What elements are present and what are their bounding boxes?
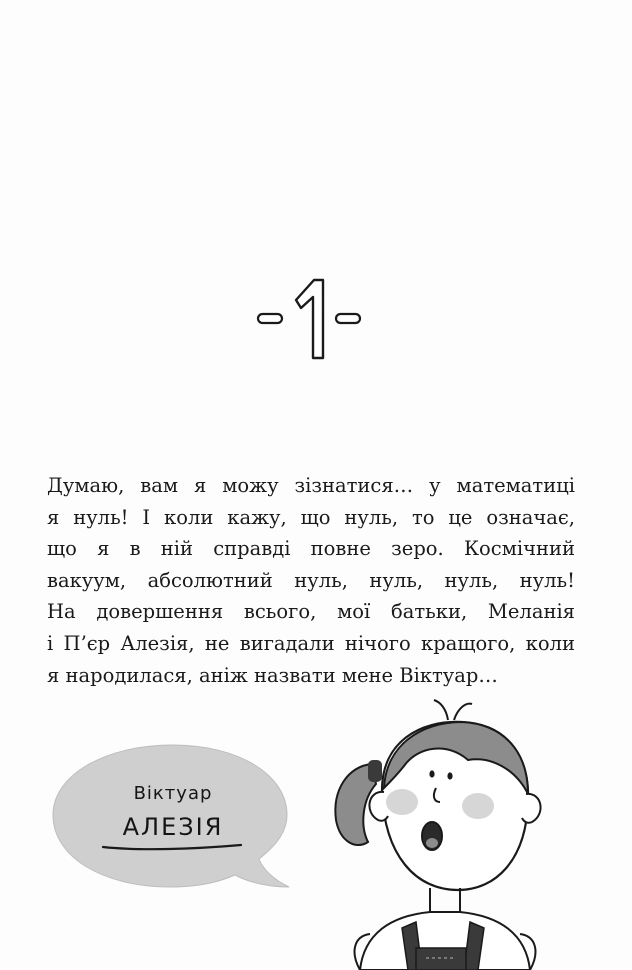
- bubble-first-name: Віктуар: [133, 783, 213, 804]
- paragraph-line: я народилася, аніж назвати мене Віктуар…: [47, 663, 498, 687]
- chapter-heading: [0, 270, 632, 370]
- chapter-number-graphic: [256, 270, 376, 370]
- chapter-dash-right: [336, 314, 360, 323]
- chapter-dash-left: [258, 314, 282, 323]
- paragraph-line: вакуум, абсолютний нуль, нуль, нуль, нуль!: [47, 568, 575, 592]
- chapter-digit-one: [296, 280, 323, 358]
- paragraph-line: На довершення всього, мої батьки, Меланія: [47, 600, 575, 624]
- chapter-paragraph: [47, 470, 575, 691]
- girl-illustration: [320, 690, 550, 970]
- chapter-number-text: 1: [316, 369, 317, 370]
- paragraph-line: я нуль! І коли кажу, що нуль, то це означає,: [47, 505, 575, 529]
- paragraph-line: і П’єр Алезія, не вигадали нічого кращого, коли: [47, 631, 575, 655]
- name-speech-bubble: [45, 735, 295, 905]
- paragraph-line: що я в ній справді повне зеро. Космічний: [47, 537, 575, 561]
- girl-character-drawing: [320, 690, 550, 970]
- bubble-last-name: АЛЕЗІЯ: [122, 813, 224, 841]
- paragraph-line: Думаю, вам я можу зізнатися… у математиці: [47, 474, 575, 497]
